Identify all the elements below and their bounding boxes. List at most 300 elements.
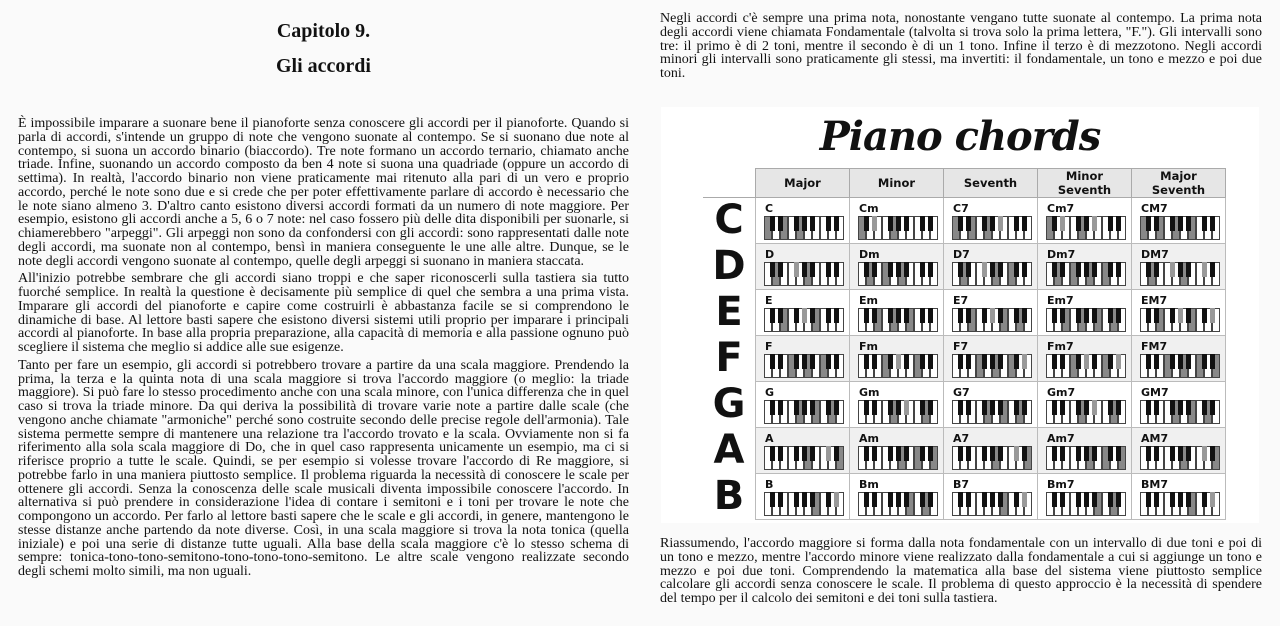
- chord-cell: [756, 474, 850, 520]
- chord-name: BM7: [1141, 478, 1168, 491]
- black-key: [896, 354, 901, 369]
- black-key: [1076, 262, 1081, 277]
- black-key: [1116, 446, 1121, 461]
- black-key: [958, 308, 963, 323]
- root-note-label: C: [703, 198, 756, 244]
- black-key: [810, 308, 815, 323]
- chord-name: C7: [953, 202, 969, 215]
- black-key: [1170, 308, 1175, 323]
- black-key: [958, 262, 963, 277]
- chord-name: B7: [953, 478, 970, 491]
- chord-cell: [1038, 244, 1132, 290]
- chord-cell: [1038, 382, 1132, 428]
- chord-cell: [850, 336, 944, 382]
- black-key: [1052, 354, 1057, 369]
- black-key: [1014, 216, 1019, 231]
- black-key: [1052, 446, 1057, 461]
- black-key: [864, 400, 869, 415]
- black-key: [810, 262, 815, 277]
- keyboard-diagram: [1140, 492, 1220, 516]
- black-key: [794, 262, 799, 277]
- black-key: [1108, 308, 1113, 323]
- black-key: [810, 446, 815, 461]
- chord-name: GM7: [1141, 386, 1169, 399]
- black-key: [1108, 400, 1113, 415]
- chord-name: G7: [953, 386, 970, 399]
- column-header: Major: [756, 169, 850, 198]
- chord-row: [703, 198, 1226, 244]
- black-key: [1146, 400, 1151, 415]
- black-key: [770, 354, 775, 369]
- chord-name: Em: [859, 294, 878, 307]
- black-key: [802, 216, 807, 231]
- black-key: [990, 354, 995, 369]
- black-key: [1092, 216, 1097, 231]
- chord-name: F: [765, 340, 773, 353]
- black-key: [1116, 354, 1121, 369]
- black-key: [1014, 308, 1019, 323]
- black-key: [864, 354, 869, 369]
- black-key: [966, 354, 971, 369]
- black-key: [982, 492, 987, 507]
- black-key: [872, 216, 877, 231]
- chord-cell: [756, 428, 850, 474]
- chord-row: [703, 428, 1226, 474]
- chord-name: Fm: [859, 340, 878, 353]
- black-key: [1052, 492, 1057, 507]
- black-key: [920, 400, 925, 415]
- keyboard-diagram: [1046, 492, 1126, 516]
- black-key: [770, 308, 775, 323]
- black-key: [1154, 400, 1159, 415]
- chord-cell: [1038, 290, 1132, 336]
- black-key: [1108, 492, 1113, 507]
- black-key: [1092, 354, 1097, 369]
- black-key: [1116, 262, 1121, 277]
- chord-cell: [944, 428, 1038, 474]
- black-key: [1170, 354, 1175, 369]
- black-key: [920, 262, 925, 277]
- black-key: [896, 492, 901, 507]
- black-key: [778, 216, 783, 231]
- chord-cell: [1132, 290, 1226, 336]
- keyboard-diagram: [764, 216, 844, 240]
- corner-cell: [703, 169, 756, 198]
- black-key: [1060, 308, 1065, 323]
- black-key: [904, 400, 909, 415]
- chord-cell: [850, 198, 944, 244]
- black-key: [1022, 262, 1027, 277]
- column-header: Minor: [850, 169, 944, 198]
- keyboard-diagram: [1140, 308, 1220, 332]
- black-key: [872, 492, 877, 507]
- black-key: [1186, 492, 1191, 507]
- black-key: [1092, 400, 1097, 415]
- keyboard-diagram: [858, 216, 938, 240]
- keyboard-diagram: [952, 492, 1032, 516]
- chord-cell: [1132, 244, 1226, 290]
- black-key: [904, 492, 909, 507]
- black-key: [1146, 308, 1151, 323]
- black-key: [794, 216, 799, 231]
- chord-row: [703, 244, 1226, 290]
- black-key: [982, 262, 987, 277]
- black-key: [966, 216, 971, 231]
- black-key: [888, 446, 893, 461]
- black-key: [1108, 354, 1113, 369]
- chord-cell: [944, 198, 1038, 244]
- black-key: [1186, 446, 1191, 461]
- black-key: [982, 354, 987, 369]
- black-key: [904, 354, 909, 369]
- black-key: [1202, 446, 1207, 461]
- black-key: [1076, 216, 1081, 231]
- black-key: [1116, 400, 1121, 415]
- black-key: [966, 262, 971, 277]
- black-key: [864, 216, 869, 231]
- black-key: [872, 262, 877, 277]
- black-key: [958, 492, 963, 507]
- black-key: [998, 400, 1003, 415]
- black-key: [1146, 492, 1151, 507]
- black-key: [990, 216, 995, 231]
- chord-name: A: [765, 432, 774, 445]
- chord-cell: [850, 382, 944, 428]
- chord-name: A7: [953, 432, 970, 445]
- keyboard-diagram: [858, 446, 938, 470]
- black-key: [1202, 400, 1207, 415]
- column-header: Minor Seventh: [1038, 169, 1132, 198]
- black-key: [1210, 354, 1215, 369]
- black-key: [770, 216, 775, 231]
- left-body: [18, 117, 629, 583]
- paragraph: È impossibile imparare a suonare bene il pianoforte senza conoscere gli accordi per il pianoforte. Quando si parla di accordi, s'intende un gruppo di note che vengono suonate al contempo. Se si suonano due note al contempo, si suona un accordo binario (biaccordo). Tre note formano un accordo ternario, chiamato anche triade. Infine, suonando un accordo composto da ben 4 note si suona una quadriade (oppure un accordo di settima). In realtà, l'accordo binario non viene praticamente mai ritenuto alla pari di un vero e proprio accordo, perché le note sono due e si crede che per poter effettivamente parlare di accordo è necessario che le note siano almeno 3. D'altro canto esistono diversi accordi formati da un numero di note maggiore. Per esempio, esistono gli accordi anche a 5, 6 o 7 note: nel caso fossero più delle dita disponibili per suonarle, si chiamerebbero "arpeggi". Gli arpeggi non sono da confondersi con gli accordi: sono rappresentati dalle note degli accordi, ma suonate non al contempo, bensì in maniera conseguente le une alle altre. Dunque, se le note degli accordi vengono suonate al contempo, quelle degli arpeggi si suonano in maniera staccata.: [18, 116, 629, 269]
- black-key: [920, 354, 925, 369]
- black-key: [1084, 446, 1089, 461]
- black-key: [802, 446, 807, 461]
- black-key: [904, 216, 909, 231]
- keyboard-diagram: [952, 400, 1032, 424]
- black-key: [920, 492, 925, 507]
- chord-name: E: [765, 294, 773, 307]
- black-key: [998, 446, 1003, 461]
- black-key: [770, 446, 775, 461]
- chords-table: [703, 168, 1226, 520]
- chord-cell: [756, 382, 850, 428]
- paragraph: All'inizio potrebbe sembrare che gli accordi siano troppi e che saper riconoscerli sulla tastiera sia tutto fuorché semplice. In realtà la questione è decisamente più semplice di quel che sembra a una prima vista. Imparare gli accordi del pianoforte e capire come costruirli è abbastanza facile se si comprendono le dinamiche di base. Al lettore basti sapere che esistono diversi sistemi utili proprio per imparare i principali accordi al pianoforte. In base alla propria preparazione, alla capacità di memoria e alla passione ognuno può scegliere il sistema che meglio si addice alle sue esigenze.: [18, 271, 629, 355]
- chapter-title: Gli accordi: [276, 55, 371, 77]
- black-key: [958, 446, 963, 461]
- black-key: [1014, 492, 1019, 507]
- black-key: [826, 354, 831, 369]
- chord-name: Am7: [1047, 432, 1075, 445]
- chord-cell: [850, 290, 944, 336]
- chord-name: DM7: [1141, 248, 1169, 261]
- keyboard-diagram: [1046, 262, 1126, 286]
- black-key: [1022, 354, 1027, 369]
- black-key: [802, 400, 807, 415]
- black-key: [958, 400, 963, 415]
- chord-name: Fm7: [1047, 340, 1074, 353]
- root-note-label: A: [703, 428, 756, 474]
- chord-name: FM7: [1141, 340, 1168, 353]
- black-key: [1178, 262, 1183, 277]
- header-row: [703, 169, 1226, 198]
- chord-cell: [944, 336, 1038, 382]
- black-key: [1092, 262, 1097, 277]
- black-key: [1116, 492, 1121, 507]
- chord-cell: [1038, 336, 1132, 382]
- black-key: [1210, 492, 1215, 507]
- black-key: [928, 262, 933, 277]
- chord-cell: [1132, 382, 1226, 428]
- chord-name: Gm: [859, 386, 880, 399]
- black-key: [1060, 354, 1065, 369]
- black-key: [1052, 216, 1057, 231]
- black-key: [1210, 400, 1215, 415]
- black-key: [990, 400, 995, 415]
- black-key: [864, 262, 869, 277]
- chord-name: E7: [953, 294, 969, 307]
- chord-cell: [850, 428, 944, 474]
- column-header: Seventh: [944, 169, 1038, 198]
- black-key: [1116, 308, 1121, 323]
- black-key: [770, 262, 775, 277]
- chord-cell: [1038, 198, 1132, 244]
- black-key: [826, 308, 831, 323]
- black-key: [966, 308, 971, 323]
- black-key: [998, 492, 1003, 507]
- black-key: [1084, 400, 1089, 415]
- keyboard-diagram: [952, 308, 1032, 332]
- black-key: [1060, 400, 1065, 415]
- black-key: [998, 262, 1003, 277]
- black-key: [794, 446, 799, 461]
- keyboard-diagram: [952, 354, 1032, 378]
- chord-name: Gm7: [1047, 386, 1076, 399]
- black-key: [864, 308, 869, 323]
- keyboard-diagram: [1046, 216, 1126, 240]
- chapter-number: Capitolo 9.: [276, 20, 371, 42]
- chord-name: EM7: [1141, 294, 1168, 307]
- keyboard-diagram: [1140, 400, 1220, 424]
- black-key: [1178, 492, 1183, 507]
- keyboard-diagram: [1046, 354, 1126, 378]
- black-key: [1154, 262, 1159, 277]
- black-key: [794, 492, 799, 507]
- black-key: [1076, 400, 1081, 415]
- black-key: [834, 492, 839, 507]
- black-key: [834, 354, 839, 369]
- black-key: [928, 400, 933, 415]
- black-key: [998, 308, 1003, 323]
- black-key: [1060, 216, 1065, 231]
- black-key: [1154, 216, 1159, 231]
- chord-cell: [944, 382, 1038, 428]
- keyboard-diagram: [764, 492, 844, 516]
- black-key: [1146, 446, 1151, 461]
- black-key: [1052, 400, 1057, 415]
- black-key: [1092, 446, 1097, 461]
- black-key: [1014, 446, 1019, 461]
- chord-cell: [944, 290, 1038, 336]
- black-key: [1022, 446, 1027, 461]
- black-key: [1084, 354, 1089, 369]
- chord-row: [703, 290, 1226, 336]
- black-key: [872, 446, 877, 461]
- chord-cell: [1038, 474, 1132, 520]
- black-key: [872, 308, 877, 323]
- keyboard-diagram: [764, 354, 844, 378]
- chord-cell: [1132, 336, 1226, 382]
- black-key: [778, 492, 783, 507]
- keyboard-diagram: [764, 446, 844, 470]
- root-note-label: F: [703, 336, 756, 382]
- black-key: [1186, 354, 1191, 369]
- chord-name: Cm: [859, 202, 879, 215]
- chord-cell: [756, 290, 850, 336]
- chord-name: Bm7: [1047, 478, 1075, 491]
- keyboard-diagram: [1046, 446, 1126, 470]
- column-header: Major Seventh: [1132, 169, 1226, 198]
- black-key: [1022, 216, 1027, 231]
- chord-cell: [1038, 428, 1132, 474]
- root-note-label: D: [703, 244, 756, 290]
- black-key: [794, 308, 799, 323]
- black-key: [778, 400, 783, 415]
- black-key: [1210, 262, 1215, 277]
- keyboard-diagram: [858, 354, 938, 378]
- chord-cell: [944, 244, 1038, 290]
- keyboard-diagram: [764, 262, 844, 286]
- chord-cell: [944, 474, 1038, 520]
- keyboard-diagram: [1140, 216, 1220, 240]
- black-key: [896, 308, 901, 323]
- chord-name: Bm: [859, 478, 879, 491]
- black-key: [1060, 492, 1065, 507]
- black-key: [778, 354, 783, 369]
- black-key: [1202, 262, 1207, 277]
- black-key: [966, 492, 971, 507]
- keyboard-diagram: [764, 308, 844, 332]
- chord-cell: [756, 244, 850, 290]
- black-key: [1092, 492, 1097, 507]
- black-key: [1076, 354, 1081, 369]
- chord-name: Dm7: [1047, 248, 1076, 261]
- black-key: [1146, 354, 1151, 369]
- black-key: [1178, 216, 1183, 231]
- black-key: [1146, 216, 1151, 231]
- piano-chords-image: [661, 107, 1259, 523]
- black-key: [826, 216, 831, 231]
- black-key: [802, 308, 807, 323]
- root-note-label: E: [703, 290, 756, 336]
- black-key: [1178, 354, 1183, 369]
- paragraph-intervals: Negli accordi c'è sempre una prima nota, nonostante vengano tutte suonate al contempo. La prima nota degli accordi viene chiamata Fondamentale (talvolta si trova solo la prima lettera, "F."). Gli intervalli sono tre: il primo è di 2 toni, mentre il secondo è di un 1 tono. Infine il terzo è di mezzotono. Negli accordi minori gli intervalli sono praticamente gli stessi, ma invertiti: il fondamentale, un tono e mezzo e poi due toni.: [660, 11, 1262, 81]
- black-key: [896, 216, 901, 231]
- black-key: [896, 262, 901, 277]
- black-key: [770, 400, 775, 415]
- black-key: [888, 492, 893, 507]
- black-key: [1210, 446, 1215, 461]
- black-key: [1076, 492, 1081, 507]
- black-key: [834, 400, 839, 415]
- paragraph: Tanto per fare un esempio, gli accordi si potrebbero trovare a partire da una scala maggiore. Prendendo la prima, la terza e la quinta nota di una scala maggiore si trova l'accordo maggiore (o meglio: la triade maggiore). Si può fare lo stesso procedimento anche con una scala minore, con l'unica differenza che in quel caso si trova la triade minore. Da qui deriva la possibilità di trovare varie note a partire dalle scale (che vengono anche chiamate "armoniche" perché sono costruite secondo delle precise regole dell'armonia). Tale sistema permette sempre di mantenere una relazione tra l'accordo trovato e la scala. Ovviamente non si fa riferimento alla sola scala maggiore di Do, che in quel caso rappresenta unicamente un esempio, ma ci si riferisce proprio a tutte le scale. Quindi, se per esempio si volesse trovare l'accordo di Re maggiore, si potrebbe farlo in una maniera piuttosto semplice. Il problema riguarda la necessità di conoscere le scale per ottenere gli accordi. Senza la conoscenza delle scale musicali diventa impossibile conoscere l'accordo. In alternativa si può prendere in considerazione l'idea di contare i semitoni e i toni per trovare le note che compongono un accordo. Per farlo al lettore basti sapere che le scale e gli accordi, in genere, mantengono le stesse distanze anche partendo da note diverse. Così, in una scala maggiore si trova la nota tonica (quella iniziale) e poi una serie di distanze tutte uguali. Alla base della scala maggiore c'è lo stesso schema di sempre: tonica-tono-tono-semitono-tono-tono-tono-semitono. Le altre scale vengono realizzate secondo degli schemi molto simili, ma non uguali.: [18, 357, 629, 579]
- keyboard-diagram: [764, 400, 844, 424]
- chord-name: D7: [953, 248, 970, 261]
- black-key: [928, 216, 933, 231]
- black-key: [982, 446, 987, 461]
- chord-cell: [1132, 198, 1226, 244]
- black-key: [802, 354, 807, 369]
- black-key: [810, 400, 815, 415]
- black-key: [872, 400, 877, 415]
- black-key: [1178, 308, 1183, 323]
- black-key: [888, 216, 893, 231]
- black-key: [872, 354, 877, 369]
- black-key: [966, 400, 971, 415]
- black-key: [1052, 262, 1057, 277]
- chord-name: Cm7: [1047, 202, 1075, 215]
- keyboard-diagram: [858, 262, 938, 286]
- black-key: [888, 400, 893, 415]
- chord-name: F7: [953, 340, 969, 353]
- chord-cell: [850, 474, 944, 520]
- black-key: [1178, 446, 1183, 461]
- black-key: [904, 446, 909, 461]
- black-key: [794, 354, 799, 369]
- black-key: [1170, 400, 1175, 415]
- chord-name: CM7: [1141, 202, 1168, 215]
- black-key: [998, 354, 1003, 369]
- black-key: [1084, 492, 1089, 507]
- black-key: [990, 262, 995, 277]
- black-key: [1154, 492, 1159, 507]
- paragraph-summary: Riassumendo, l'accordo maggiore si forma dalla nota fondamentale con un intervallo di due toni e poi di un tono e mezzo, mentre l'accordo minore viene realizzato dalla fondamentale a cui si aggiunge un tono e mezzo e poi due toni. Comprendendo la matematica alla base del sistema viene piuttosto semplice calcolare gli accordi senza conoscere le scale. Il problema di questo approccio è la necessità di spendere del tempo per il calcolo dei semitoni e dei toni sulla tastiera.: [660, 536, 1262, 606]
- black-key: [990, 446, 995, 461]
- black-key: [1014, 262, 1019, 277]
- black-key: [1084, 262, 1089, 277]
- black-key: [802, 492, 807, 507]
- black-key: [864, 492, 869, 507]
- black-key: [904, 308, 909, 323]
- black-key: [810, 492, 815, 507]
- chord-row: [703, 382, 1226, 428]
- black-key: [810, 354, 815, 369]
- black-key: [1202, 492, 1207, 507]
- black-key: [920, 446, 925, 461]
- black-key: [1154, 308, 1159, 323]
- black-key: [1186, 216, 1191, 231]
- chord-cell: [1132, 428, 1226, 474]
- keyboard-diagram: [1140, 354, 1220, 378]
- black-key: [834, 446, 839, 461]
- keyboard-diagram: [952, 262, 1032, 286]
- black-key: [1178, 400, 1183, 415]
- keyboard-diagram: [1046, 400, 1126, 424]
- black-key: [1154, 446, 1159, 461]
- black-key: [1116, 216, 1121, 231]
- black-key: [1186, 262, 1191, 277]
- black-key: [802, 262, 807, 277]
- chord-name: B: [765, 478, 774, 491]
- black-key: [888, 308, 893, 323]
- chord-cell: [756, 198, 850, 244]
- chord-cell: [756, 336, 850, 382]
- chord-name: D: [765, 248, 775, 261]
- black-key: [1154, 354, 1159, 369]
- black-key: [778, 308, 783, 323]
